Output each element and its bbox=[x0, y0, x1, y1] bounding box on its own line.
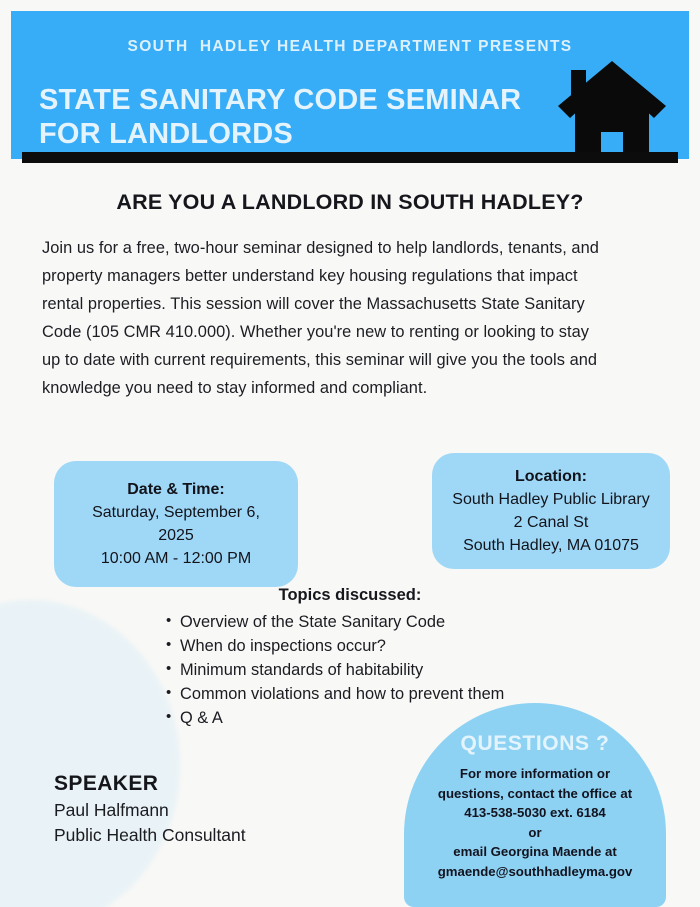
questions-body bbox=[404, 764, 666, 881]
page-title-line1: STATE SANITARY CODE SEMINAR bbox=[39, 84, 522, 116]
page-title-line2: FOR LANDLORDS bbox=[39, 118, 293, 150]
header-kicker: SOUTH HADLEY HEALTH DEPARTMENT PRESENTS bbox=[127, 38, 573, 55]
questions-line-4: or bbox=[528, 824, 542, 840]
list-item: • Overview of the State Sanitary Code bbox=[166, 610, 504, 634]
date-time-line-3: 10:00 AM - 12:00 PM bbox=[100, 550, 252, 567]
body-paragraph: Join us for a free, two-hour seminar designed to help landlords, tenants, and property managers better understand key housing regulations that impact rental properties. This session will cover the Massachusetts State Sanitary Code (105 CMR 410.000). Whether you're new to renting or looking to stay up to date with current requirements, this seminar will give you the tools and knowledge you need to stay informed and compliant. bbox=[42, 239, 599, 397]
location-line-3: South Hadley, MA 01075 bbox=[463, 537, 639, 554]
location-line-2: 2 Canal St bbox=[513, 514, 589, 531]
date-time-title: Date & Time: bbox=[127, 481, 225, 498]
questions-line-2: questions, contact the office at bbox=[437, 785, 633, 801]
speaker-role: Public Health Consultant bbox=[54, 825, 246, 845]
speaker-label: SPEAKER bbox=[54, 772, 159, 795]
speaker-block bbox=[54, 770, 246, 848]
location-title: Location: bbox=[515, 468, 587, 485]
questions-email: gmaende@southhadleyma.gov bbox=[437, 863, 633, 879]
questions-line-1: For more information or bbox=[459, 766, 611, 781]
date-time-line-2: 2025 bbox=[158, 527, 194, 544]
topics-title: Topics discussed: bbox=[278, 586, 422, 604]
topics-list bbox=[148, 610, 504, 730]
page-title bbox=[39, 83, 559, 151]
date-time-card bbox=[54, 461, 298, 587]
location-line-1: South Hadley Public Library bbox=[452, 491, 650, 508]
list-item: • Common violations and how to prevent them bbox=[166, 682, 504, 706]
list-item: • Minimum standards of habitability bbox=[166, 658, 504, 682]
speaker-name: Paul Halfmann bbox=[54, 800, 169, 820]
section-headline: ARE YOU A LANDLORD IN SOUTH HADLEY? bbox=[116, 190, 584, 214]
questions-line-5: email Georgina Maende at bbox=[453, 844, 617, 859]
date-time-line-1: Saturday, September 6, bbox=[92, 504, 260, 521]
list-item: • When do inspections occur? bbox=[166, 634, 504, 658]
list-item: • Q & A bbox=[166, 706, 504, 730]
questions-line-3: 413-538-5030 ext. 6184 bbox=[464, 805, 606, 820]
questions-title: QUESTIONS ? bbox=[460, 732, 610, 755]
questions-card bbox=[404, 703, 666, 907]
header-underline-bar bbox=[22, 152, 678, 163]
location-card bbox=[432, 453, 670, 569]
header-band bbox=[11, 11, 689, 159]
house-icon bbox=[553, 58, 671, 159]
